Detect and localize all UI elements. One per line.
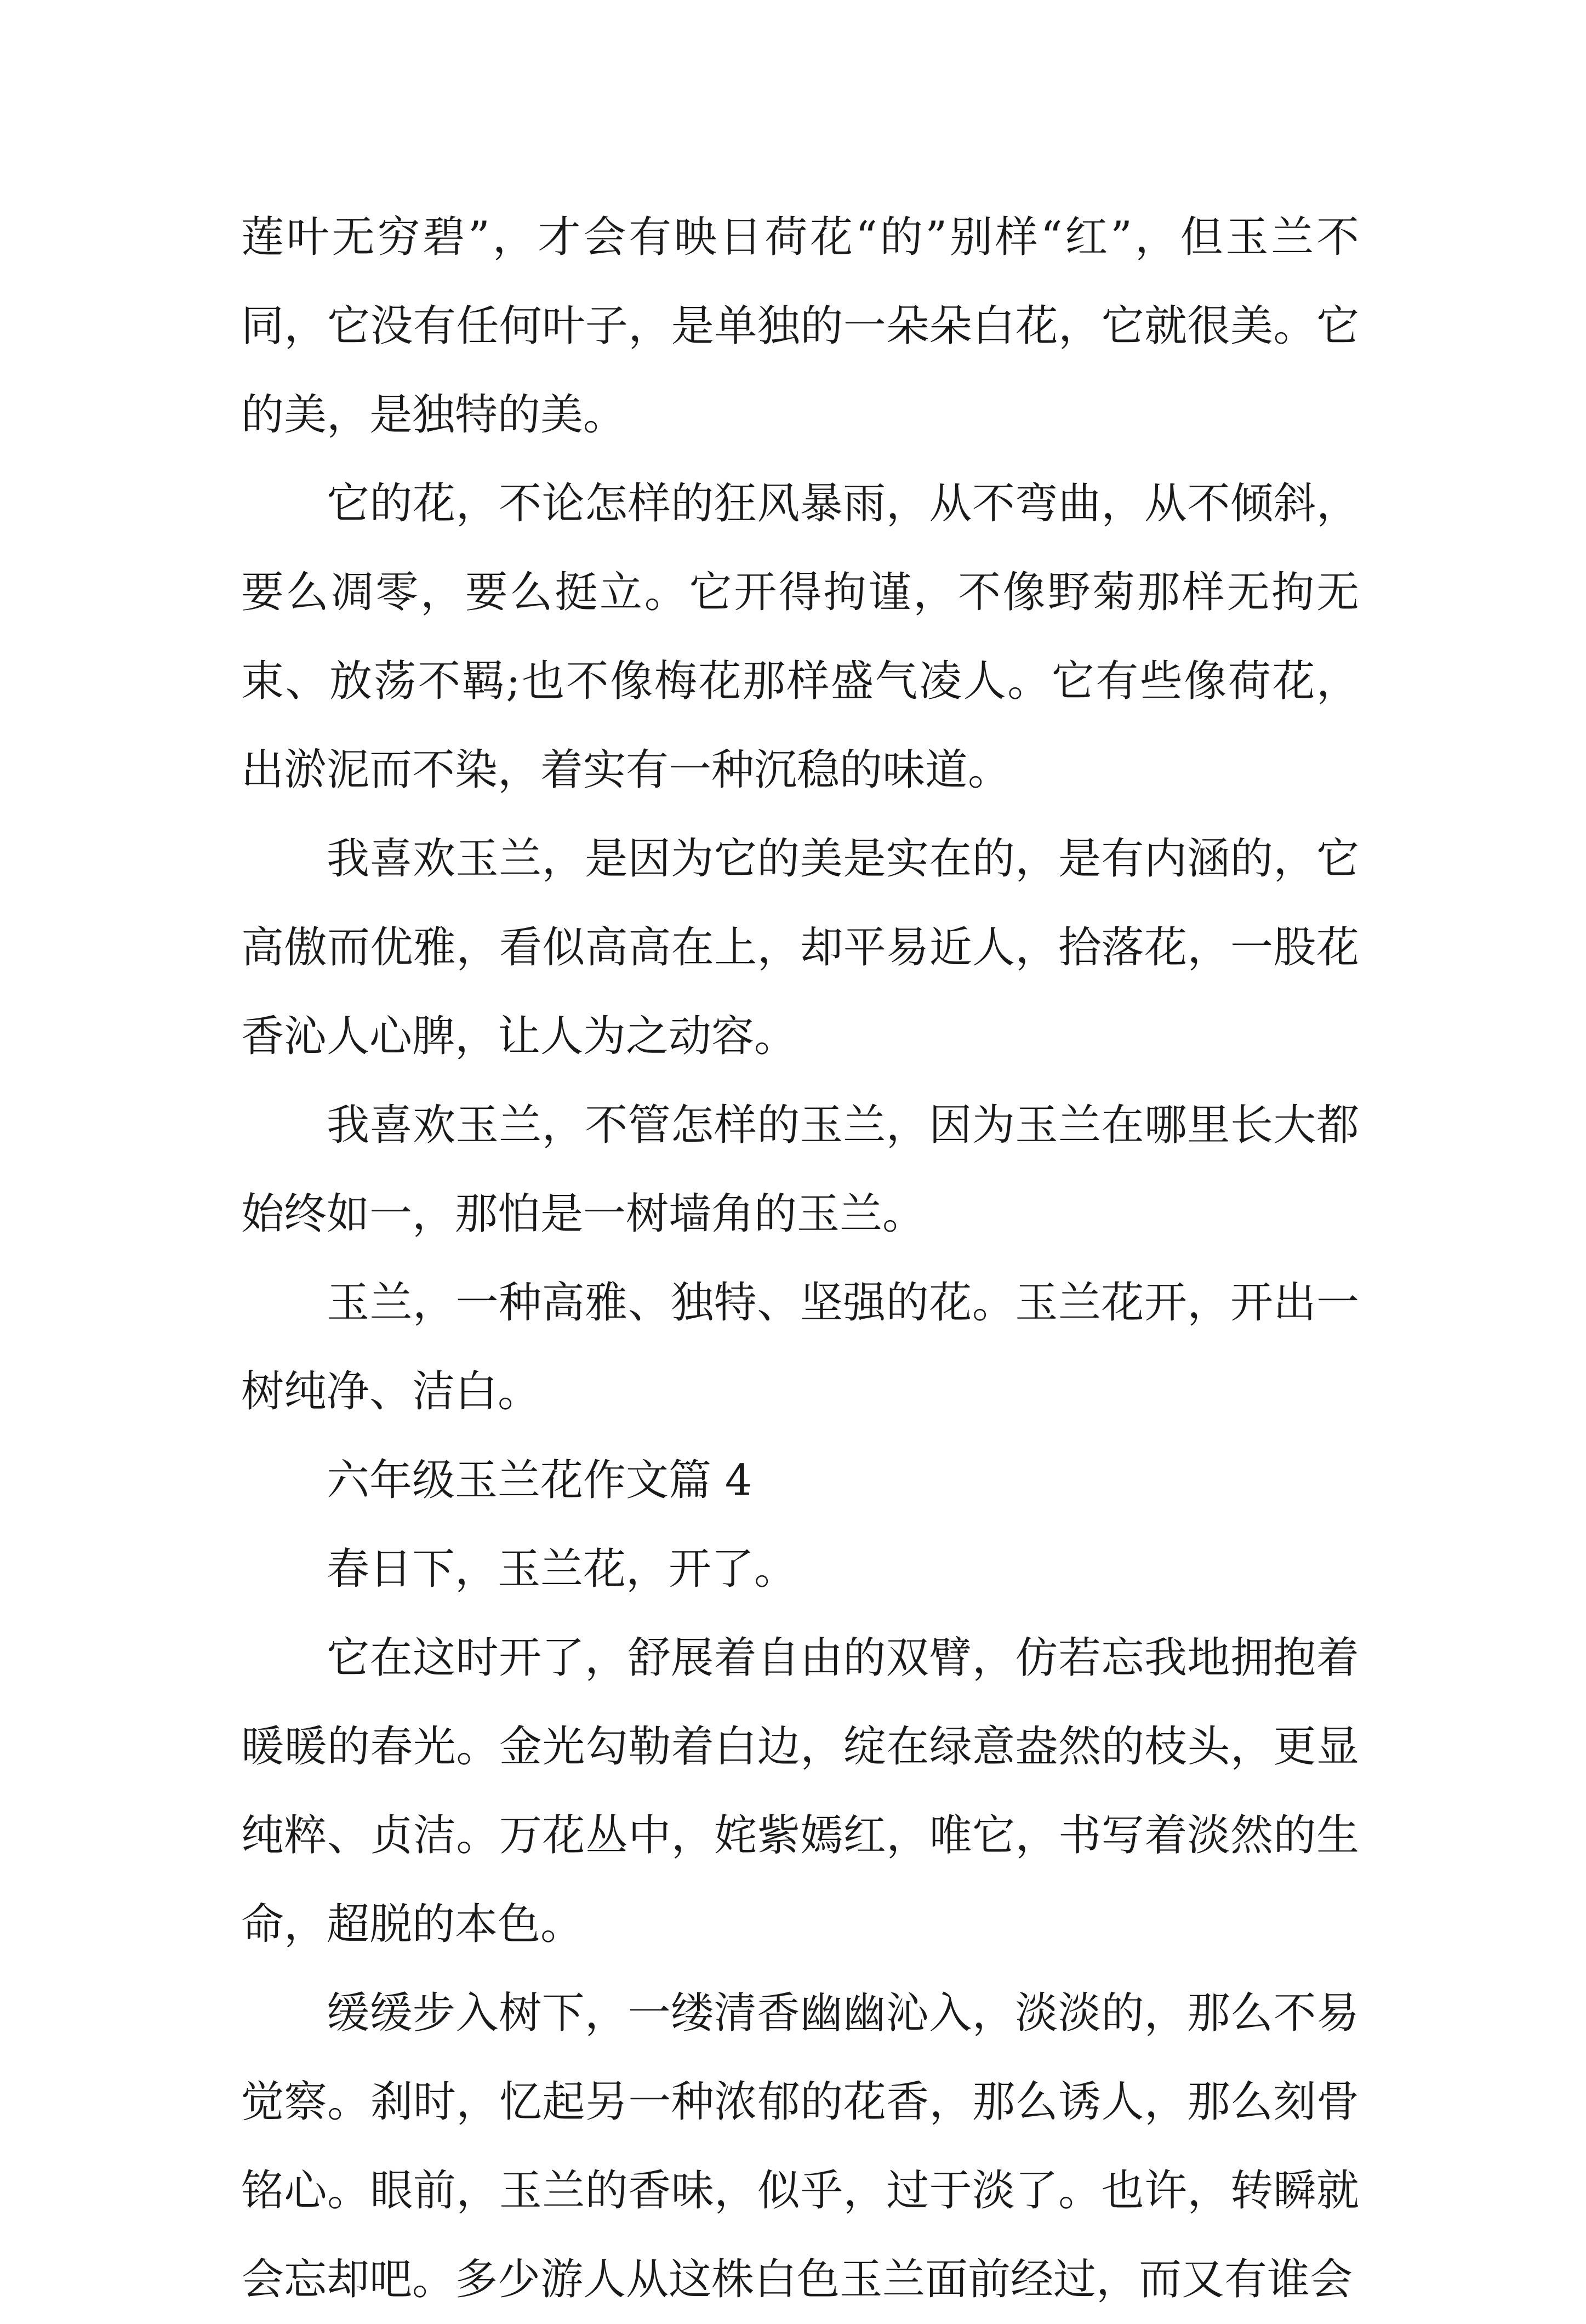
paragraph-3: 我喜欢玉兰，是因为它的美是实在的，是有内涵的，它高傲而优雅，看似高高在上，却平易近人，拾落花，一股花香沁人心脾，让人为之动容。 [241, 834, 1359, 1061]
paragraph-5: 玉兰，一种高雅、独特、坚强的花。玉兰花开，开出一树纯净、洁白。 [241, 1278, 1359, 1416]
paragraph-6: 春日下，玉兰花，开了。 [327, 1545, 797, 1594]
paragraph-8: 缓缓步入树下，一缕清香幽幽沁入，淡淡的，那么不易觉察。刹时，忆起另一种浓郁的花香，那么诱人，那么刻骨铭心。眼前，玉兰的香味，似乎，过于淡了。也许，转瞬就会忘却吧。多少游人从这株白色玉兰面前经过，而又有谁会 [241, 1989, 1359, 2304]
paragraph-2: 它的花，不论怎样的狂风暴雨，从不弯曲，从不倾斜，要么凋零，要么挺立。它开得拘谨，不像野菊那样无拘无束、放荡不羁;也不像梅花那样盛气凌人。它有些像荷花，出淤泥而不染，着实有一种沉稳的味道。 [241, 479, 1359, 795]
document-body [241, 193, 1359, 2324]
paragraph-4: 我喜欢玉兰，不管怎样的玉兰，因为玉兰在哪里长大都始终如一，那怕是一树墙角的玉兰。 [241, 1101, 1359, 1239]
section-heading: 六年级玉兰花作文篇 4 [327, 1456, 752, 1505]
paragraph-7: 它在这时开了，舒展着自由的双臂，仿若忘我地拥抱着暖暖的春光。金光勾勒着白边，绽在绿意盎然的枝头，更显纯粹、贞洁。万花丛中，姹紫嫣红，唯它，书写着淡然的生命，超脱的本色。 [241, 1633, 1359, 1949]
paragraph-1: 莲叶无穷碧”，才会有映日荷花“的”别样“红”，但玉兰不同，它没有任何叶子，是单独的一朵朵白花，它就很美。它的美，是独特的美。 [241, 213, 1359, 440]
